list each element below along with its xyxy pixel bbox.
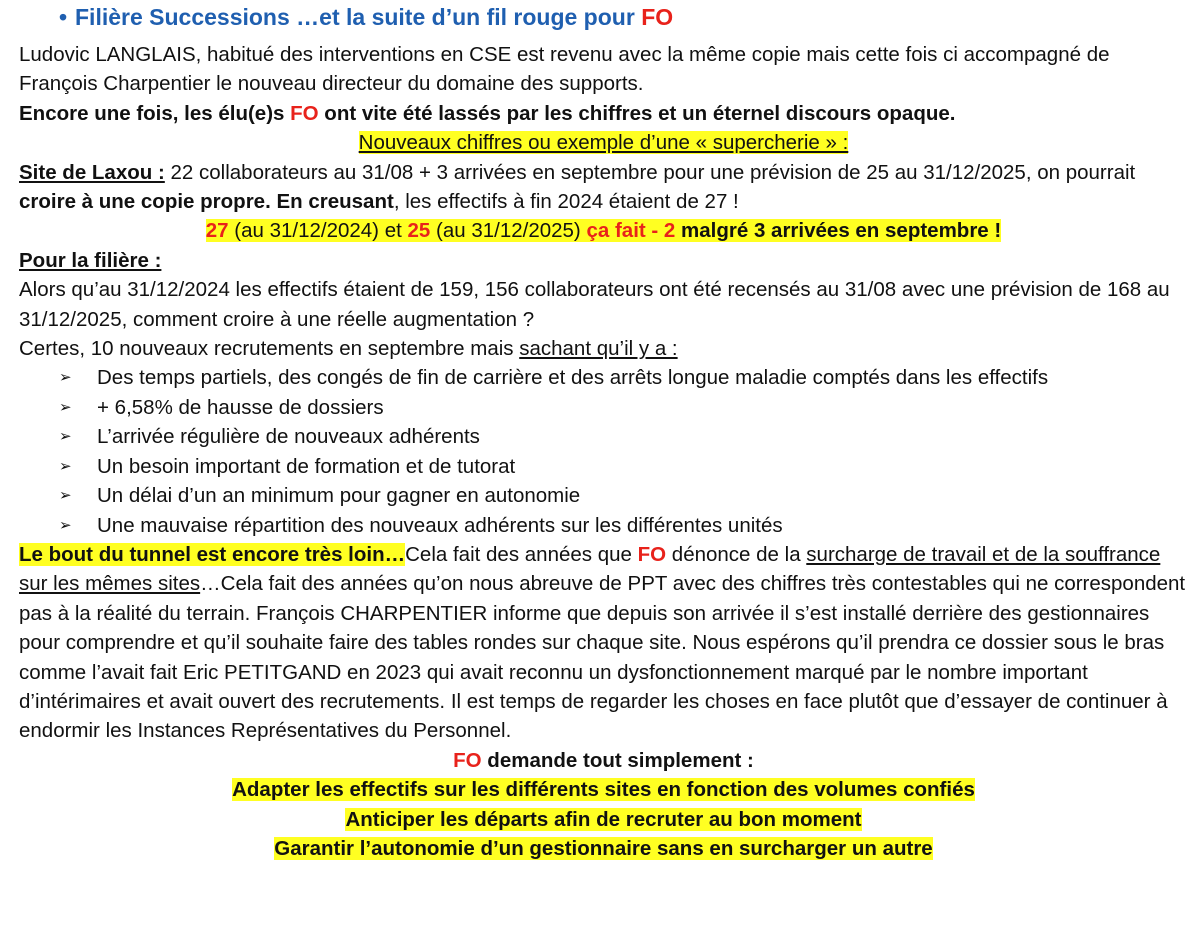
intro-bold-a: Encore une fois, les élu(e)s	[19, 101, 291, 125]
filiere-text-1: Alors qu’au 31/12/2024 les effectifs étaient de 159, 156 collaborateurs ont été recensés au 31/08 avec une prévision de 168 au 31/12/2025, comment croire à une réelle augmentation ?	[19, 278, 1170, 331]
demands-intro-line	[19, 746, 1188, 775]
arrow-bullet-icon: ➢	[59, 369, 72, 387]
laxou-sum-t1: (au 31/12/2024) et	[228, 219, 408, 243]
laxou-bold-1: croire à une copie propre. En creusant	[19, 190, 394, 214]
bullet-icon: •	[59, 4, 68, 30]
tunnel-highlight: Le bout du tunnel est encore très loin…	[19, 542, 406, 566]
demand-item: Adapter les effectifs sur les différents sites en fonction des volumes confiés	[232, 778, 975, 802]
laxou-summary	[206, 219, 1001, 242]
laxou-sum-red: ça fait - 2	[586, 219, 676, 243]
tunnel-paragraph	[19, 540, 1188, 746]
demand-line	[19, 805, 1188, 834]
heading-fo: FO	[641, 4, 674, 30]
list-item-text: Un délai d’un an minimum pour gagner en autonomie	[97, 484, 581, 508]
list-item-text: L’arrivée régulière de nouveaux adhérents	[97, 425, 480, 449]
filiere-text-2a: Certes, 10 nouveaux recrutements en septembre mais	[19, 337, 520, 361]
list-item-text: + 6,58% de hausse de dossiers	[97, 395, 384, 419]
demand-line	[19, 775, 1188, 804]
list-item	[59, 393, 1188, 422]
laxou-label: Site de Laxou :	[19, 160, 165, 184]
intro-bold-b: ont vite été lassés par les chiffres et un éternel discours opaque.	[318, 101, 956, 125]
filiere-text-2u: sachant qu’il y a :	[519, 337, 678, 361]
laxou-sum-n2: 25	[407, 219, 431, 243]
demand-line	[19, 834, 1188, 863]
demand-item: Anticiper les départs afin de recruter au bon moment	[345, 807, 862, 831]
filiere-paragraph-2	[19, 334, 1188, 363]
tunnel-fo: FO	[637, 542, 667, 566]
laxou-sum-n1: 27	[205, 219, 229, 243]
intro-bold-fo: FO	[290, 101, 319, 125]
intro-line: Ludovic LANGLAIS, habitué des interventions en CSE est revenu avec la même copie mais cette fois ci accompagné de François Charpentier le nouveau directeur du domaine des supports.	[19, 43, 1110, 96]
filiere-label-line	[19, 246, 1188, 275]
list-item	[59, 481, 1188, 510]
subtitle-line	[19, 128, 1188, 157]
tunnel-text-1: Cela fait des années que	[405, 542, 638, 566]
laxou-text-2: , les effectifs à fin 2024 étaient de 27 !	[393, 190, 739, 214]
arrow-bullet-icon: ➢	[59, 398, 72, 416]
list-item-text: Un besoin important de formation et de tutorat	[97, 454, 516, 478]
filiere-list	[19, 363, 1188, 539]
laxou-summary-line	[19, 216, 1188, 245]
filiere-paragraph	[19, 275, 1188, 334]
list-item-text: Des temps partiels, des congés de fin de carrière et des arrêts longue maladie comptés dans les effectifs	[97, 366, 1049, 390]
arrow-bullet-icon: ➢	[59, 487, 72, 505]
laxou-sum-t2: (au 31/12/2025)	[430, 219, 587, 243]
intro-paragraph	[19, 40, 1188, 99]
list-item	[59, 452, 1188, 481]
intro-bold-line	[19, 99, 1188, 128]
tunnel-text-2: dénonce de la	[666, 542, 807, 566]
filiere-label: Pour la filière :	[19, 248, 162, 272]
list-item	[59, 422, 1188, 451]
heading-title: Filière Successions …et la suite d’un fil rouge pour	[75, 4, 642, 30]
arrow-bullet-icon: ➢	[59, 516, 72, 534]
demand-item: Garantir l’autonomie d’un gestionnaire sans en surcharger un autre	[274, 836, 933, 860]
demands-intro: demande tout simplement :	[481, 748, 754, 772]
subtitle: Nouveaux chiffres ou exemple d’une « supercherie » :	[358, 131, 849, 155]
list-item-text: Une mauvaise répartition des nouveaux adhérents sur les différentes unités	[97, 513, 783, 537]
arrow-bullet-icon: ➢	[59, 428, 72, 446]
tunnel-underlined: surcharge de travail et de la souffrance sur les mêmes sites	[19, 542, 1161, 596]
laxou-sum-bold: malgré 3 arrivées en septembre !	[675, 219, 1002, 243]
list-item	[59, 511, 1188, 540]
list-item	[59, 363, 1188, 392]
tunnel-text-3: …Cela fait des années qu’on nous abreuve de PPT avec des chiffres très contestables qui ne correspondent pas à la réalité du terrain. François CHARPENTIER informe que depuis son arrivée il s’est installé derrière des gestionnaires pour comprendre et qu’il souhaite faire des tables rondes sur chaque site. Nous espérons qu’il prendra ce dossier sous le bras comme l’avait fait Eric PETITGAND en 2023 qui avait reconnu un dysfonctionnement marqué par le nombre important d’intérimaires et avait ouvert des recrutements. Il est temps de regarder les choses en face plutôt que d’essayer de continuer à endormir les Instances Représentatives du Personnel.	[19, 572, 1186, 743]
demands-fo: FO	[453, 748, 482, 772]
laxou-text-1: 22 collaborateurs au 31/08 + 3 arrivées en septembre pour une prévision de 25 au 31/12/2025, on pourrait	[164, 160, 1136, 184]
arrow-bullet-icon: ➢	[59, 457, 72, 475]
section-heading	[19, 0, 1188, 34]
laxou-paragraph	[19, 158, 1188, 217]
